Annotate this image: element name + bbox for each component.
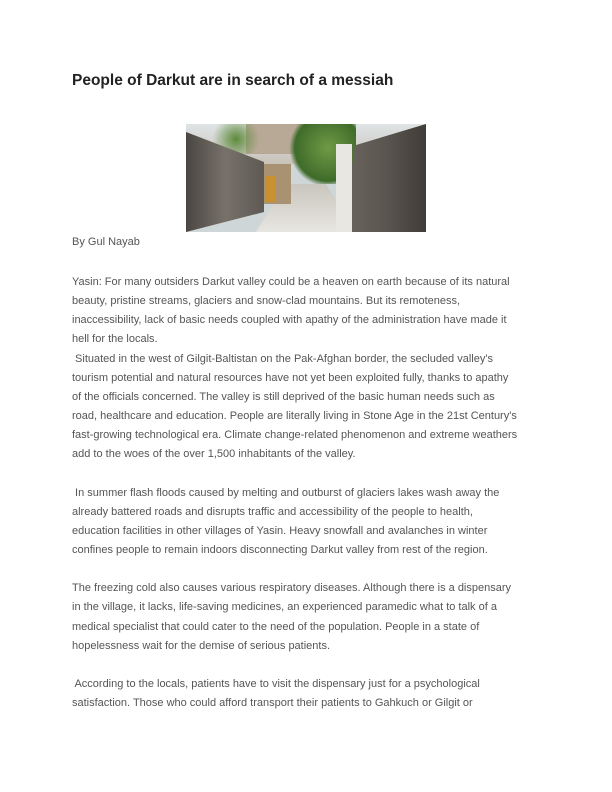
body-text-line: of the officials concerned. The valley is still deprived of the basic human needs such as: [72, 390, 495, 403]
body-text-line: in the village, it lacks, life-saving medicines, an experienced paramedic what to talk of a: [72, 601, 497, 614]
body-text-line: The freezing cold also causes various respiratory diseases. Although there is a dispensary: [72, 582, 512, 595]
body-text-line: hell for the locals.: [72, 333, 158, 346]
body-text-line: tourism potential and natural resources have not yet been exploited fully, thanks to apathy: [72, 371, 509, 384]
body-text-line: confines people to remain indoors disconnecting Darkut valley from rest of the region.: [72, 543, 488, 556]
body-text-line: According to the locals, patients have to visit the dispensary just for a psychological: [72, 677, 480, 690]
paragraph-spacer: [72, 464, 517, 483]
article-photo-stone-alley: [186, 124, 426, 232]
article-byline: By Gul Nayab: [72, 236, 140, 248]
body-text-line: road, healthcare and education. People are literally living in Stone Age in the 21st Century's: [72, 409, 517, 422]
body-text-line: In summer flash floods caused by melting and outburst of glaciers lakes wash away the: [72, 486, 500, 499]
body-text-line: hopelessness wait for the demise of serious patients.: [72, 639, 331, 652]
body-text-line: beauty, pristine streams, glaciers and snow-clad mountains. But its remoteness,: [72, 295, 461, 308]
article-title: People of Darkut are in search of a messiah: [72, 72, 394, 89]
body-text-line: Situated in the west of Gilgit-Baltistan on the Pak-Afghan border, the secluded valley's: [72, 352, 493, 365]
body-text-line: add to the woes of the over 1,500 inhabitants of the valley.: [72, 448, 356, 461]
body-text-line: fast-growing technological era. Climate change-related phenomenon and extreme weathers: [72, 429, 518, 442]
article-body: [72, 273, 517, 713]
paragraph-spacer: [72, 560, 517, 579]
body-text-line: satisfaction. Those who could afford transport their patients to Gahkuch or Gilgit or: [72, 697, 473, 710]
body-text-line: medical specialist that could cater to the need of the population. People in a state of: [72, 620, 480, 633]
body-text-line: Yasin: For many outsiders Darkut valley could be a heaven on earth because of its natural: [72, 276, 510, 288]
body-text-line: education facilities in other villages of Yasin. Heavy snowfall and avalanches in winter: [72, 524, 488, 537]
body-text-line: already battered roads and disrupts traffic and accessibility of the people to health,: [72, 505, 473, 518]
paragraph-spacer: [72, 656, 517, 675]
body-text-line: inaccessibility, lack of basic needs coupled with apathy of the administration have made it: [72, 314, 507, 327]
